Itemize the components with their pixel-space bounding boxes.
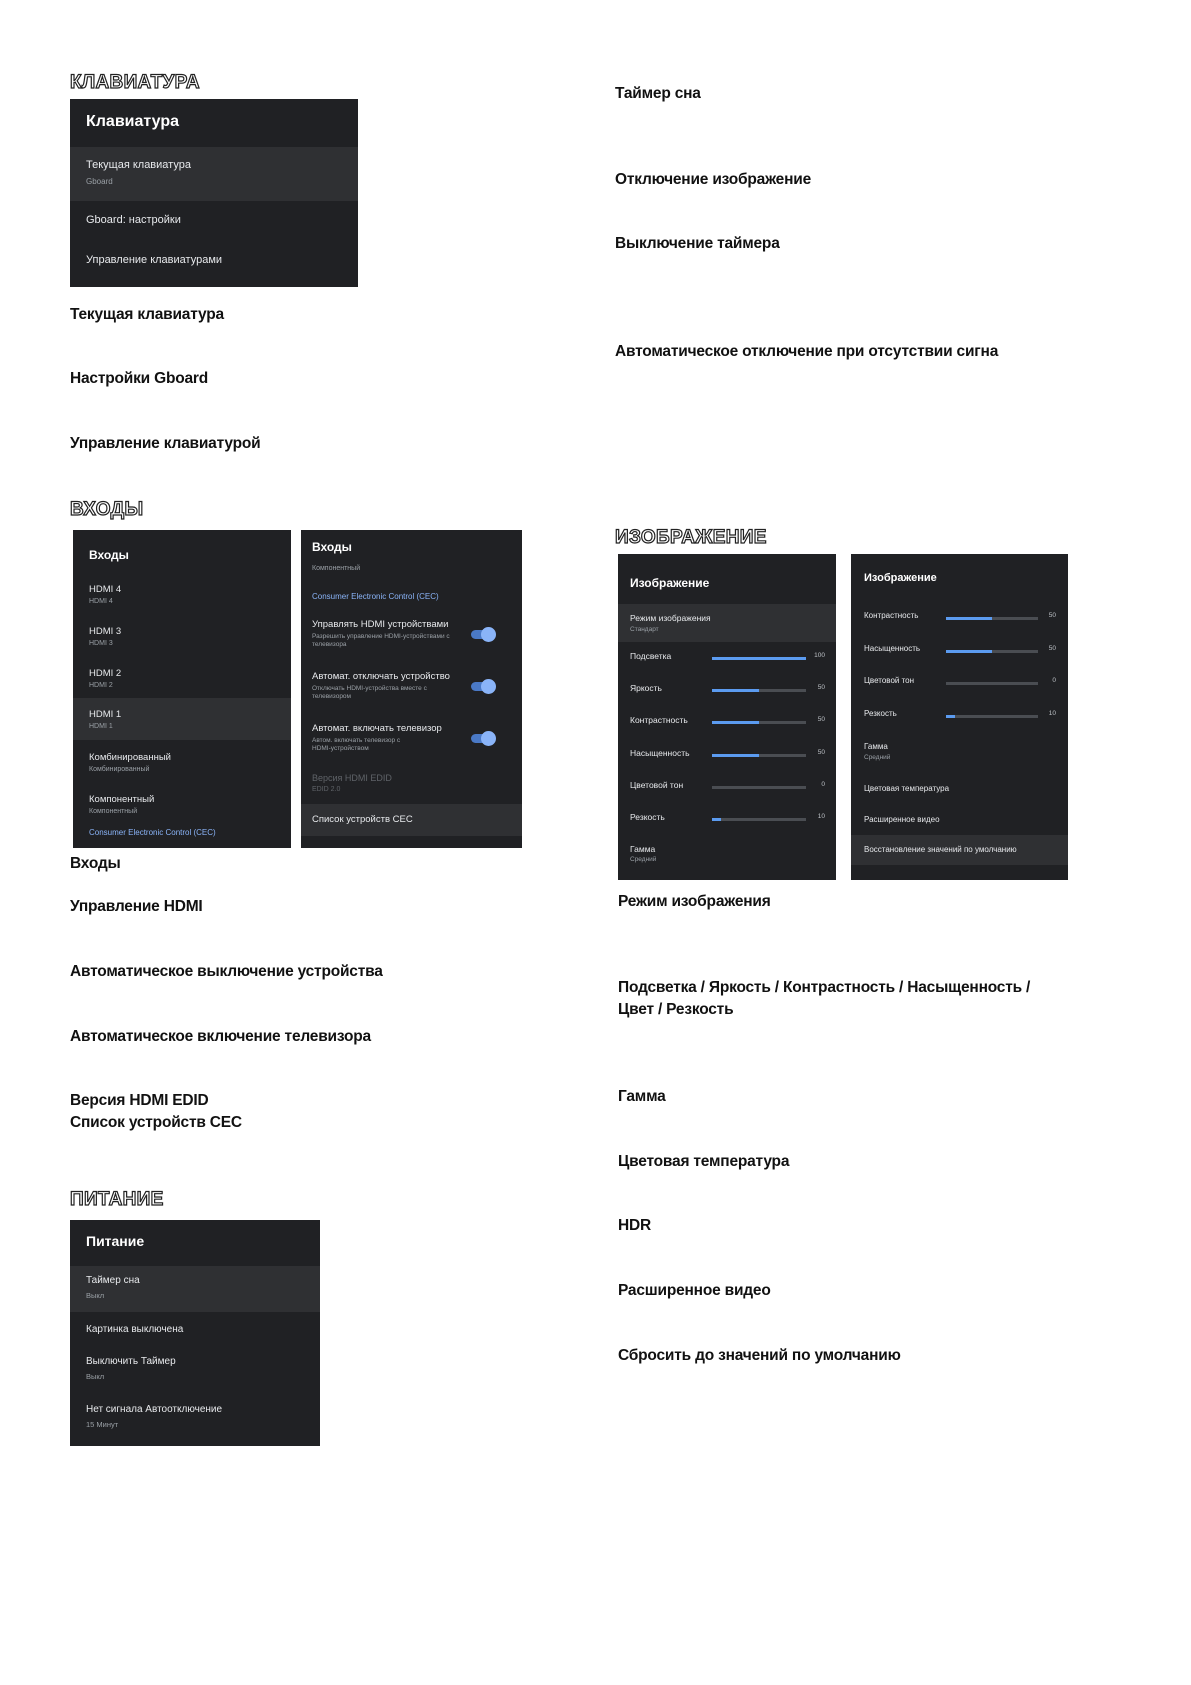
heading-keyboard-management: Управление клавиатурой xyxy=(70,435,261,452)
slider-label: Яркость xyxy=(630,683,662,694)
toggle-switch[interactable] xyxy=(471,682,493,691)
scrolled-item-sub: Компонентный xyxy=(312,565,361,572)
menu-item-label: Список устройств CEC xyxy=(312,814,413,825)
menu-item-sub: EDID 2.0 xyxy=(312,786,341,793)
menu-item-sub: HDMI 3 xyxy=(89,640,113,647)
menu-item-hdmi-2[interactable] xyxy=(73,658,291,700)
menu-item-off-timer[interactable] xyxy=(70,1350,320,1390)
menu-item-label: Управление клавиатурами xyxy=(86,254,223,266)
slider-fill xyxy=(712,818,721,821)
slider-value: 50 xyxy=(1048,644,1056,652)
panel-title: Изображение xyxy=(630,576,710,590)
menu-item-no-signal-auto-off[interactable] xyxy=(70,1398,320,1438)
picture-panel-1 xyxy=(618,554,836,880)
menu-item-gboard-settings[interactable] xyxy=(70,203,358,241)
slider-label: Резкость xyxy=(864,708,897,718)
slider-value: 10 xyxy=(817,813,825,820)
menu-item-gamma[interactable] xyxy=(851,739,1068,769)
menu-item-sub: HDMI 1 xyxy=(89,723,113,730)
section-title-keyboard: КЛАВИАТУРА xyxy=(70,72,200,93)
slider-row[interactable] xyxy=(851,706,1068,726)
menu-item-label: Восстановление значений по умолчанию xyxy=(864,845,1017,854)
menu-item-label: Выключить Таймер xyxy=(86,1356,176,1367)
slider-row[interactable] xyxy=(851,673,1068,693)
menu-item-label: Комбинированный xyxy=(89,752,171,763)
heading-auto-tv-on: Автоматическое включение телевизора xyxy=(70,1028,371,1045)
slider-track[interactable] xyxy=(946,650,1038,653)
slider-track[interactable] xyxy=(712,754,806,757)
heading-picture-adjustments: Подсветка / Яркость / Контрастность / Насыщенность / xyxy=(618,979,1031,996)
slider-value: 50 xyxy=(817,684,825,692)
menu-item-hdmi-1[interactable] xyxy=(73,698,291,740)
section-title-inputs: ВХОДЫ xyxy=(70,499,144,520)
menu-item-label: HDMI 3 xyxy=(89,626,122,637)
heading-sleep-timer: Таймер сна xyxy=(615,85,701,102)
heading-no-signal-auto-off: Автоматическое отключение при отсутствии сигна xyxy=(615,343,999,360)
menu-item-label: Гамма xyxy=(864,742,888,751)
slider-track[interactable] xyxy=(946,617,1038,620)
slider-value: 10 xyxy=(1048,709,1056,717)
picture-panel-2 xyxy=(851,554,1068,880)
heading-hdmi-control: Управление HDMI xyxy=(70,898,203,915)
toggle-switch[interactable] xyxy=(471,630,493,639)
toggle-sub: телевизора xyxy=(312,641,347,648)
slider-row[interactable] xyxy=(851,608,1068,628)
heading-gboard-settings: Настройки Gboard xyxy=(70,370,208,387)
cec-link[interactable] xyxy=(73,826,291,844)
slider-value: 100 xyxy=(814,652,825,659)
slider-label: Подсветка xyxy=(630,651,672,661)
menu-item-sub: Компонентный xyxy=(89,808,138,815)
slider-fill xyxy=(712,721,759,724)
menu-item-sub: Выкл xyxy=(86,1372,105,1381)
panel-title: Входы xyxy=(312,540,352,554)
menu-item-label: Таймер сна xyxy=(86,1275,140,1286)
menu-item-sub: Gboard xyxy=(86,177,113,186)
menu-item-sub: Стандарт xyxy=(630,626,659,633)
menu-item-hdmi-3[interactable] xyxy=(73,616,291,658)
menu-item-label: Нет сигнала Автоотключение xyxy=(86,1404,223,1415)
slider-track[interactable] xyxy=(946,715,1038,718)
slider-row[interactable] xyxy=(618,648,836,668)
heading-picture-off: Отключение изображение xyxy=(615,171,812,188)
heading-gamma: Гамма xyxy=(618,1088,666,1105)
heading-hdr: HDR xyxy=(618,1217,651,1234)
keyboard-settings-panel xyxy=(70,99,358,287)
slider-value: 50 xyxy=(1048,612,1056,619)
heading-auto-device-off: Автоматическое выключение устройства xyxy=(70,963,383,980)
menu-item-label: Гамма xyxy=(630,844,656,854)
panel-title: Питание xyxy=(86,1233,145,1249)
menu-item-label: HDMI 2 xyxy=(89,668,122,679)
toggle-item-auto-off[interactable] xyxy=(301,668,522,714)
inputs-panel-2 xyxy=(301,530,522,848)
slider-fill xyxy=(946,617,992,620)
panel-title: Входы xyxy=(89,548,129,562)
slider-label: Резкость xyxy=(630,812,665,822)
menu-item-gamma[interactable] xyxy=(618,840,836,876)
menu-item-label: Режим изображения xyxy=(630,613,711,623)
slider-track[interactable] xyxy=(712,721,806,724)
menu-item-label: Цветовая температура xyxy=(864,784,950,793)
slider-track[interactable] xyxy=(712,689,806,692)
slider-value: 50 xyxy=(817,716,825,724)
slider-fill xyxy=(946,650,992,653)
menu-item-label: HDMI 1 xyxy=(89,709,122,720)
heading-picture-mode: Режим изображения xyxy=(618,893,771,910)
menu-item-reset-defaults[interactable] xyxy=(851,835,1068,865)
menu-item-label: Текущая клавиатура xyxy=(86,159,191,171)
menu-item-current-keyboard[interactable] xyxy=(70,147,358,201)
section-title-power: ПИТАНИЕ xyxy=(70,1189,164,1210)
menu-item-picture-off[interactable] xyxy=(70,1318,320,1340)
panel-title: Клавиатура xyxy=(86,113,179,130)
menu-item-label: Gboard: настройки xyxy=(86,214,181,226)
toggle-label: Автомат. отключать устройство xyxy=(312,671,450,682)
heading-cec-list: Список устройств CEC xyxy=(70,1114,242,1131)
toggle-sub: телевизором xyxy=(312,693,352,700)
heading-color-temperature: Цветовая температура xyxy=(618,1153,790,1170)
slider-row[interactable] xyxy=(851,641,1068,661)
toggle-label: Автомат. включать телевизор xyxy=(312,723,442,734)
slider-row[interactable] xyxy=(618,712,836,732)
toggle-knob xyxy=(481,627,496,642)
heading-hdmi-edid: Версия HDMI EDID xyxy=(70,1092,209,1109)
slider-fill xyxy=(712,754,759,757)
menu-item-label: Компонентный xyxy=(89,794,155,805)
slider-row[interactable] xyxy=(618,745,836,765)
heading-picture-adjustments-2: Цвет / Резкость xyxy=(618,1001,734,1018)
heading-off-timer: Выключение таймера xyxy=(615,235,780,252)
menu-item-sub: Комбинированный xyxy=(89,766,150,773)
slider-label: Контрастность xyxy=(864,611,919,620)
slider-value: 50 xyxy=(817,748,825,756)
menu-item-sub: Средний xyxy=(630,856,657,863)
toggle-sub: HDMI-устройством xyxy=(312,745,369,752)
slider-track[interactable] xyxy=(946,682,1038,685)
menu-item-sub: HDMI 4 xyxy=(89,598,113,605)
menu-item-label: Версия HDMI EDID xyxy=(312,773,392,783)
heading-reset-defaults: Сбросить до значений по умолчанию xyxy=(618,1347,901,1364)
heading-advanced-video: Расширенное видео xyxy=(618,1282,771,1299)
slider-row[interactable] xyxy=(618,809,836,829)
slider-row[interactable] xyxy=(618,680,836,700)
toggle-label: Управлять HDMI устройствами xyxy=(312,619,449,630)
menu-item-label: Расширенное видео xyxy=(864,815,940,824)
menu-item-composite[interactable] xyxy=(73,742,291,782)
section-title-picture: ИЗОБРАЖЕНИЕ xyxy=(615,527,767,548)
slider-fill xyxy=(712,657,806,660)
cec-header[interactable]: Consumer Electronic Control (CEC) xyxy=(312,592,439,601)
toggle-knob xyxy=(481,679,496,694)
menu-item-sub: 15 Минут xyxy=(86,1420,119,1429)
slider-track[interactable] xyxy=(712,818,806,821)
slider-label: Насыщенность xyxy=(630,747,690,758)
cec-link-label: Consumer Electronic Control (CEC) xyxy=(89,828,216,837)
slider-label: Насыщенность xyxy=(864,643,921,653)
menu-item-picture-mode[interactable] xyxy=(618,604,836,642)
slider-label: Контрастность xyxy=(630,715,688,726)
inputs-panel-1 xyxy=(73,530,291,848)
slider-track[interactable] xyxy=(712,786,806,789)
slider-row[interactable] xyxy=(618,777,836,797)
toggle-knob xyxy=(481,731,496,746)
menu-item-sub: Средний xyxy=(864,754,891,761)
menu-item-sub: HDMI 2 xyxy=(89,682,113,689)
toggle-switch[interactable] xyxy=(471,734,493,743)
panel-title: Изображение xyxy=(864,572,937,584)
slider-label: Цветовой тон xyxy=(630,779,684,790)
menu-item-sleep-timer[interactable] xyxy=(70,1266,320,1312)
menu-item-component[interactable] xyxy=(73,784,291,824)
menu-item-cec-device-list[interactable] xyxy=(301,804,522,836)
menu-item-hdmi-4[interactable] xyxy=(73,574,291,616)
menu-item-manage-keyboards[interactable] xyxy=(70,243,358,281)
heading-inputs: Входы xyxy=(70,855,121,872)
slider-value: 0 xyxy=(821,780,825,788)
menu-item-label: HDMI 4 xyxy=(89,584,122,595)
menu-item-hdmi-edid xyxy=(301,770,522,802)
menu-item-advanced-video[interactable] xyxy=(851,811,1068,831)
toggle-sub: Разрешить управление HDMI-устройствами с xyxy=(312,633,450,640)
menu-item-sub: Выкл xyxy=(86,1291,105,1300)
slider-track[interactable] xyxy=(712,657,806,660)
menu-item-color-temperature[interactable] xyxy=(851,780,1068,800)
slider-fill xyxy=(946,715,955,718)
power-settings-panel xyxy=(70,1220,320,1446)
toggle-sub: Автом. включать телевизор с xyxy=(312,737,401,744)
slider-value: 0 xyxy=(1052,677,1056,684)
toggle-item-hdmi-control[interactable] xyxy=(301,616,522,662)
slider-fill xyxy=(712,689,759,692)
slider-label: Цветовой тон xyxy=(864,676,915,685)
menu-item-label: Картинка выключена xyxy=(86,1324,184,1335)
toggle-item-auto-on[interactable] xyxy=(301,720,522,766)
toggle-sub: Отключать HDMI-устройства вместе с xyxy=(312,685,427,692)
heading-current-keyboard: Текущая клавиатура xyxy=(70,306,224,323)
